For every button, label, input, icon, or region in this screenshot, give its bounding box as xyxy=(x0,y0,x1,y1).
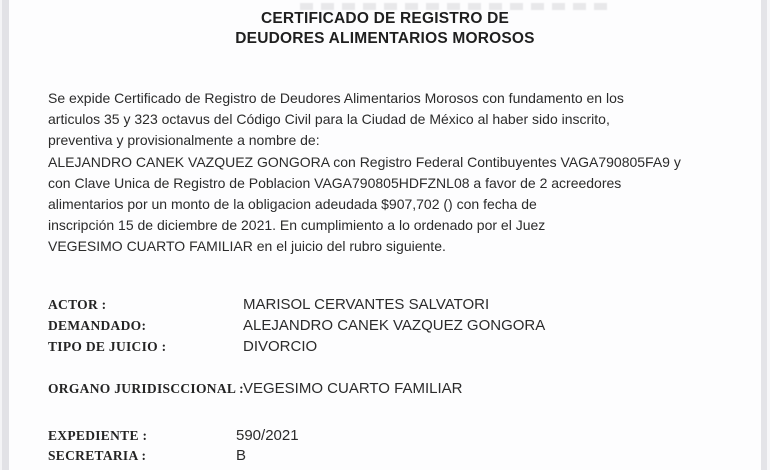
field-row-organo-jurisdiccional xyxy=(0,381,770,399)
demandado-label: DEMANDADO: xyxy=(48,318,147,333)
debtor-line-4: inscripción 15 de diciembre de 2021. En cumplimiento a lo ordenado por el Juez xyxy=(48,217,546,233)
intro-line-1: Se expide Certificado de Registro de Deudores Alimentarios Morosos con fundamento en los xyxy=(48,90,624,106)
field-row-tipo-de-juicio xyxy=(0,339,770,357)
debtor-paragraph xyxy=(48,152,728,257)
field-row-actor xyxy=(0,297,770,315)
intro-line-3: preventiva y provisionalmente a nombre de: xyxy=(48,132,320,148)
expediente-label: EXPEDIENTE : xyxy=(48,428,148,443)
debtor-line-5: VEGESIMO CUARTO FAMILIAR en el juicio del rubro siguiente. xyxy=(48,238,446,254)
field-row-demandado xyxy=(0,318,770,336)
document-title-line-1: CERTIFICADO DE REGISTRO DE xyxy=(260,10,510,27)
debtor-line-1: ALEJANDRO CANEK VAZQUEZ GONGORA con Registro Federal Contibuyentes VAGA790805FA9 y xyxy=(48,154,681,170)
demandado-value: ALEJANDRO CANEK VAZQUEZ GONGORA xyxy=(243,317,546,334)
tipo-de-juicio-label: TIPO DE JUICIO : xyxy=(48,339,167,354)
field-row-secretaria xyxy=(0,448,770,466)
organo-jurisdiccional-label: ORGANO JURIDISCCIONAL : xyxy=(48,381,244,396)
secretaria-value: B xyxy=(236,447,247,464)
actor-label: ACTOR : xyxy=(48,297,107,312)
secretaria-label: SECRETARIA : xyxy=(48,448,147,463)
organo-jurisdiccional-value: VEGESIMO CUARTO FAMILIAR xyxy=(243,380,463,397)
intro-line-2: articulos 35 y 323 octavus del Código Civil para la Ciudad de México al haber sido inscrito, xyxy=(48,111,610,127)
actor-value: MARISOL CERVANTES SALVATORI xyxy=(243,296,490,313)
debtor-line-2: con Clave Unica de Registro de Poblacion VAGA790805HDFZNL08 a favor de 2 acreedores xyxy=(48,175,622,191)
scan-edge-right xyxy=(761,0,767,470)
document-title-line-2: DEUDORES ALIMENTARIOS MOROSOS xyxy=(235,30,535,47)
tipo-de-juicio-value: DIVORCIO xyxy=(243,338,318,355)
document-title xyxy=(0,9,770,49)
intro-paragraph xyxy=(48,88,728,151)
scan-edge-left xyxy=(2,0,9,470)
debtor-line-3: alimentarios por un monto de la obligacion adeudada $907,702 () con fecha de xyxy=(48,196,537,212)
field-row-expediente xyxy=(0,428,770,446)
expediente-value: 590/2021 xyxy=(236,427,299,444)
